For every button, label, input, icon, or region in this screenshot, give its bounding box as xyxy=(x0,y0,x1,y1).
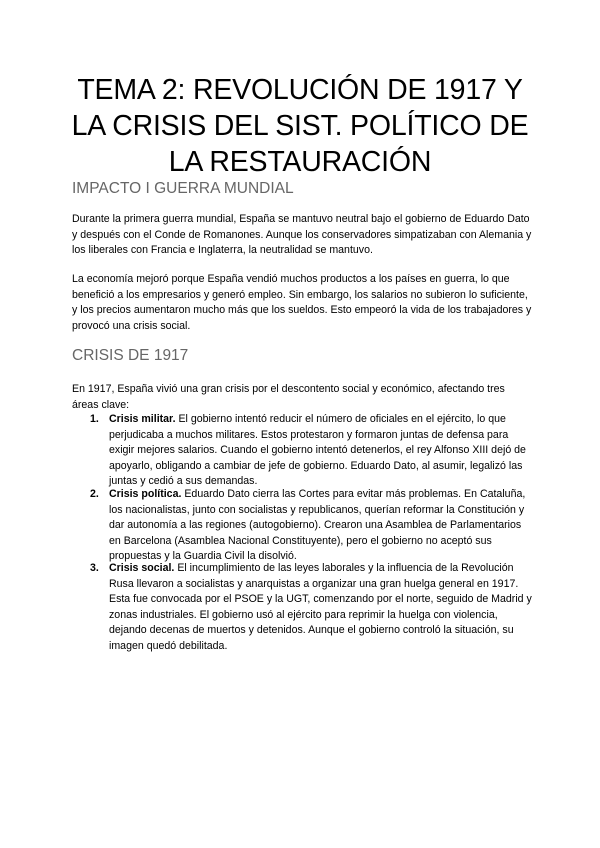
item-label: Crisis política. xyxy=(109,488,182,500)
list-item-crisis-politica xyxy=(90,487,532,565)
section-heading-crisis-1917: CRISIS DE 1917 xyxy=(72,347,189,364)
document-title: TEMA 2: REVOLUCIÓN DE 1917 Y LA CRISIS DEL SIST. POLÍTICO DE LA RESTAURACIÓN xyxy=(71,74,529,178)
paragraph-crisis-intro: En 1917, España vivió una gran crisis por el descontento social y económico, afectando tres áreas clave: xyxy=(72,383,505,411)
item-text: Eduardo Dato cierra las Cortes para evitar más problemas. En Cataluña, los nacionalistas, junto con socialistas y republicanos, querían reformar la Constitución y dar autonomía a las regiones (autogobierno). Crearon una Asamblea de Parlamentarios en Barcelona (Asamblea Nacional Constituyente), pero el gobierno no aceptó sus propuestas y la Guardia Civil la disolvió. xyxy=(109,488,526,563)
list-item-crisis-social xyxy=(90,561,532,655)
paragraph-economia: La economía mejoró porque España vendió muchos productos a los países en guerra, lo que benefició a los empresarios y generó empleo. Sin embargo, los salarios no subieron lo suficiente, y los precios aumentaron mucho más que los sueldos. Esto empeoró la vida de los trabajadores y provocó una crisis social. xyxy=(72,273,532,332)
list-number: 2. xyxy=(90,488,99,500)
list-item-crisis-militar xyxy=(90,412,532,490)
item-label: Crisis social. xyxy=(109,562,175,574)
section-heading-impacto: IMPACTO I GUERRA MUNDIAL xyxy=(72,180,294,197)
item-label: Crisis militar. xyxy=(109,413,176,425)
item-text: El incumplimiento de las leyes laborales y la influencia de la Revolución Rusa llevaron a socialistas y anarquistas a organizar una gran huelga general en 1917. Esta fue convocada por el PSOE y la UGT, comenzando por el norte, seguido de Madrid y zonas industriales. El gobierno usó al ejército para reprimir la huelga con violencia, dejando decenas de muertos y detenidos. Aunque el gobierno controló la situación, su imagen quedó debilitada. xyxy=(109,562,532,652)
list-number: 3. xyxy=(90,562,99,574)
paragraph-neutralidad: Durante la primera guerra mundial, España se mantuvo neutral bajo el gobierno de Eduardo Dato y después con el Conde de Romanones. Aunque los conservadores simpatizaban con Alemania y los liberales con Francia e Inglaterra, la neutralidad se mantuvo. xyxy=(72,213,532,257)
list-number: 1. xyxy=(90,413,99,425)
item-text: El gobierno intentó reducir el número de oficiales en el ejército, lo que perjudicaba a muchos militares. Estos protestaron y formaron juntas de defensa para exigir mejores salarios. Cuando el gobierno intentó detenerlos, el rey Alfonso XIII dejó de apoyarlo, obligando a cambiar de jefe de gobierno. Eduardo Dato, al asumir, legalizó las juntas y cedió a sus demandas. xyxy=(109,413,526,488)
